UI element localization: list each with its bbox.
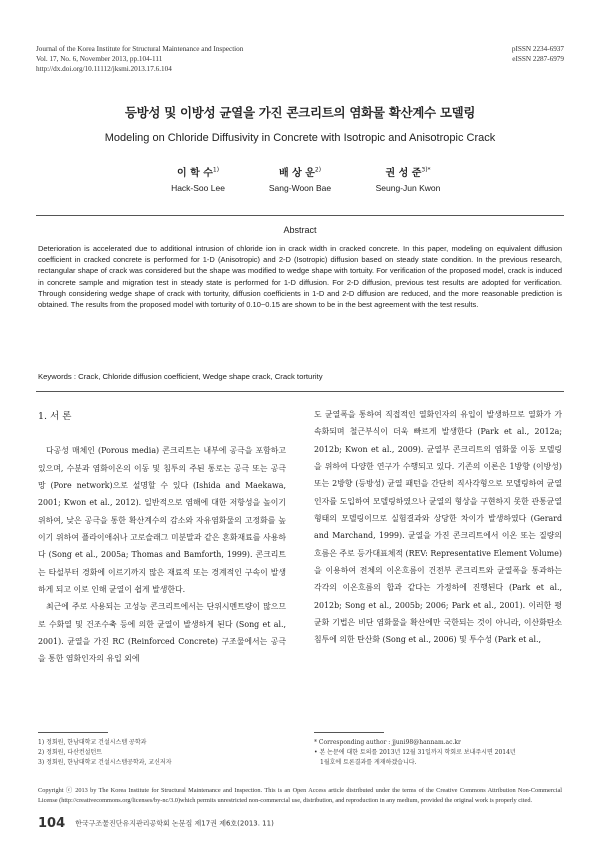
footnote-rule-left xyxy=(38,732,108,733)
eissn: eISSN 2287-6979 xyxy=(512,55,564,63)
right-column xyxy=(314,406,562,649)
author-3-name-en: Seung-Jun Kwon xyxy=(375,183,441,193)
footnote-1: 1) 정회원, 한남대학교 건설시스템 공학과 xyxy=(38,739,147,746)
copyright-notice: Copyright ⓒ 2013 by The Korea Institute for Structural Maintenance and Inspection. This is an Open Access article distributed under the terms of the Creative Commons Attribution Non-Commercial License (http://creativecommons.org/licenses/by-nc/3.0)which permits unrestricted non-commercial use, distribution, and reproduction in any medium, provided the original work is properly cited. xyxy=(38,787,562,805)
corresponding-footnotes xyxy=(314,738,562,768)
page-footer xyxy=(38,816,562,831)
discussion-note-2: 1월호에 토론결과를 게재하겠습니다. xyxy=(320,759,417,766)
journal-name: Journal of the Korea Institute for Structural Maintenance and Inspection xyxy=(36,45,244,53)
paragraph-3: 도 균열폭을 통하여 직접적인 열화인자의 유입이 발생하므로 열화가 가속화되며 철근부식이 더욱 빠르게 발생한다 (Park et al., 2012a; 2012b; Kwon et al., 2009). 균열부 콘크리트의 염화물 이동 모델링을 위하여 다양한 연구가 수행되고 있다. 기존의 이론은 1방향 (이방성) 또는 2방향 (등방성) 균열 패턴을 간단히 직사각형으로 모델링하여 균열인자를 도입하여 모델링하였으나 균열의 형상을 구현하지 못한 관통균열 형태의 모델링이므로 실험결과와 상당한 차이가 발생하였다 (Gerard and Marchand, 1999). 균열을 가진 콘크리트에서 이온 또는 질량의 흐름은 주로 등가대표체적 (REV: Representative Element Volume)을 이용하여 전체의 이온흐름이 건전부 콘크리트와 균열폭을 통과하는 각각의 이온흐름의 합과 같다는 가정하에 진행된다 (Park et al., 2012b; Song et al., 2005b; 2006; Park et al., 2001). 이러한 평균화 기법은 비단 염화물을 확산에만 국한되는 것이 아니라, 이산화탄소 침투에 의한 탄산화 (Song et al., 2006) 및 투수성 (Park et al., xyxy=(314,410,562,645)
author-2 xyxy=(240,164,360,193)
author-1-affil: 1) xyxy=(212,166,220,174)
journal-info xyxy=(36,44,243,74)
journal-volume: Vol. 17, No. 6, November 2013, pp.104-111 xyxy=(36,55,163,63)
section-heading-intro: 1. 서 론 xyxy=(38,411,72,422)
abstract-bottom-rule xyxy=(36,391,564,392)
abstract-top-rule xyxy=(36,215,564,216)
doi-link[interactable]: http://dx.doi.org/10.11112/jksmi.2013.17.6.104 xyxy=(36,65,172,73)
abstract-text: Deterioration is accelerated due to additional intrusion of chloride ion in crack width in cracked concrete. In this paper, modeling on equivalent diffusion coefficient in cracked concrete is performed for 1-D (Anisotropic) and 2-D (Isotropic) diffusion based on steady state condition. In the previous research, rectangular shape of crack was considered but the shape was modified to wedge shape with tortuity. For verification of the proposed model, crack is induced in concrete sample and migration test in steady state is performed for 1-D diffusion. For 2-D diffusion, previous test results are adopted for verification. Through considering wedge shape of crack with torturity, diffusion coefficients in 1-D and 2-D diffusion are reduced, and the more reasonable prediction is obtained. The results from the proposed model with torturity of 0.10~0.15 are shown to be in the best agreement with the test results. xyxy=(38,244,562,310)
author-2-name-ko: 배 상 운 xyxy=(278,168,315,179)
footnote-2: 2) 정회원, 다산컨설턴트 xyxy=(38,749,103,756)
paragraph-2: 최근에 주로 사용되는 고성능 콘크리트에서는 단위시멘트량이 많으므로 수화열 및 건조수축 등에 의한 균열이 발생하게 된다 (Song et al., 2001). 균열을 가진 RC (Reinforced Concrete) 구조물에서는 공극을 통한 염화인자의 유입 외에 xyxy=(38,602,286,664)
author-3-name-ko: 권 성 준 xyxy=(385,168,422,179)
paragraph-1: 다공성 매체인 (Porous media) 콘크리트는 내부에 공극을 포함하고 있으며, 수분과 염화이온의 이동 및 침투의 주된 통로는 공극 또는 공극망 (Pore network)으로 설명할 수 있다 (Ishida and Maekawa, 2001; Kwon et al., 2012). 일반적으로 염해에 대한 저항성을 높이기 위하여, 낮은 공극을 통한 확산계수의 감소와 자유염화물의 고정화를 높이기 위하여 플라이애쉬나 고로슬래그 미분말과 같은 혼화재료를 사용하다 (Song et al., 2005a; Thomas and Bamforth, 1999). 콘크리트는 타설부터 경화에 이르기까지 많은 재료적 또는 경계적인 구속이 발생하게 되고 이로 인해 균열이 쉽게 발생한다. xyxy=(38,446,286,595)
author-3 xyxy=(348,164,468,193)
abstract-title: Abstract xyxy=(283,225,317,235)
author-1-name-en: Hack-Soo Lee xyxy=(171,183,225,193)
author-1-name-ko: 이 학 수 xyxy=(176,168,213,179)
discussion-note-1: • 본 논문에 대한 토의를 2013년 12월 31일까지 학회로 보내주시면 2014년 xyxy=(314,749,516,756)
author-2-name-en: Sang-Woon Bae xyxy=(268,183,332,193)
page-number: 104 xyxy=(38,816,66,831)
author-2-affil: 2) xyxy=(314,166,322,174)
title-korean: 등방성 및 이방성 균열을 가진 콘크리트의 염화물 확산계수 모델링 xyxy=(124,105,476,120)
title-english: Modeling on Chloride Diffusivity in Concrete with Isotropic and Anisotropic Crack xyxy=(104,132,496,144)
corresponding-author: * Corresponding author : jjuni98@hannam.ac.kr xyxy=(314,739,461,746)
pissn: pISSN 2234-6937 xyxy=(511,45,564,53)
left-column xyxy=(38,408,286,668)
footer-journal: 한국구조물진단유지관리공학회 논문집 제17권 제6호(2013. 11) xyxy=(75,819,274,828)
footnote-3: 3) 정회원, 한남대학교 건설시스템공학과, 교신저자 xyxy=(38,759,172,766)
issn-info xyxy=(512,44,564,64)
affiliation-footnotes xyxy=(38,738,286,768)
footnote-rule-right xyxy=(314,732,384,733)
author-3-affil: 3)* xyxy=(421,166,431,174)
keywords: Keywords : Crack, Chloride diffusion coefficient, Wedge shape crack, Crack torturity xyxy=(38,372,323,381)
